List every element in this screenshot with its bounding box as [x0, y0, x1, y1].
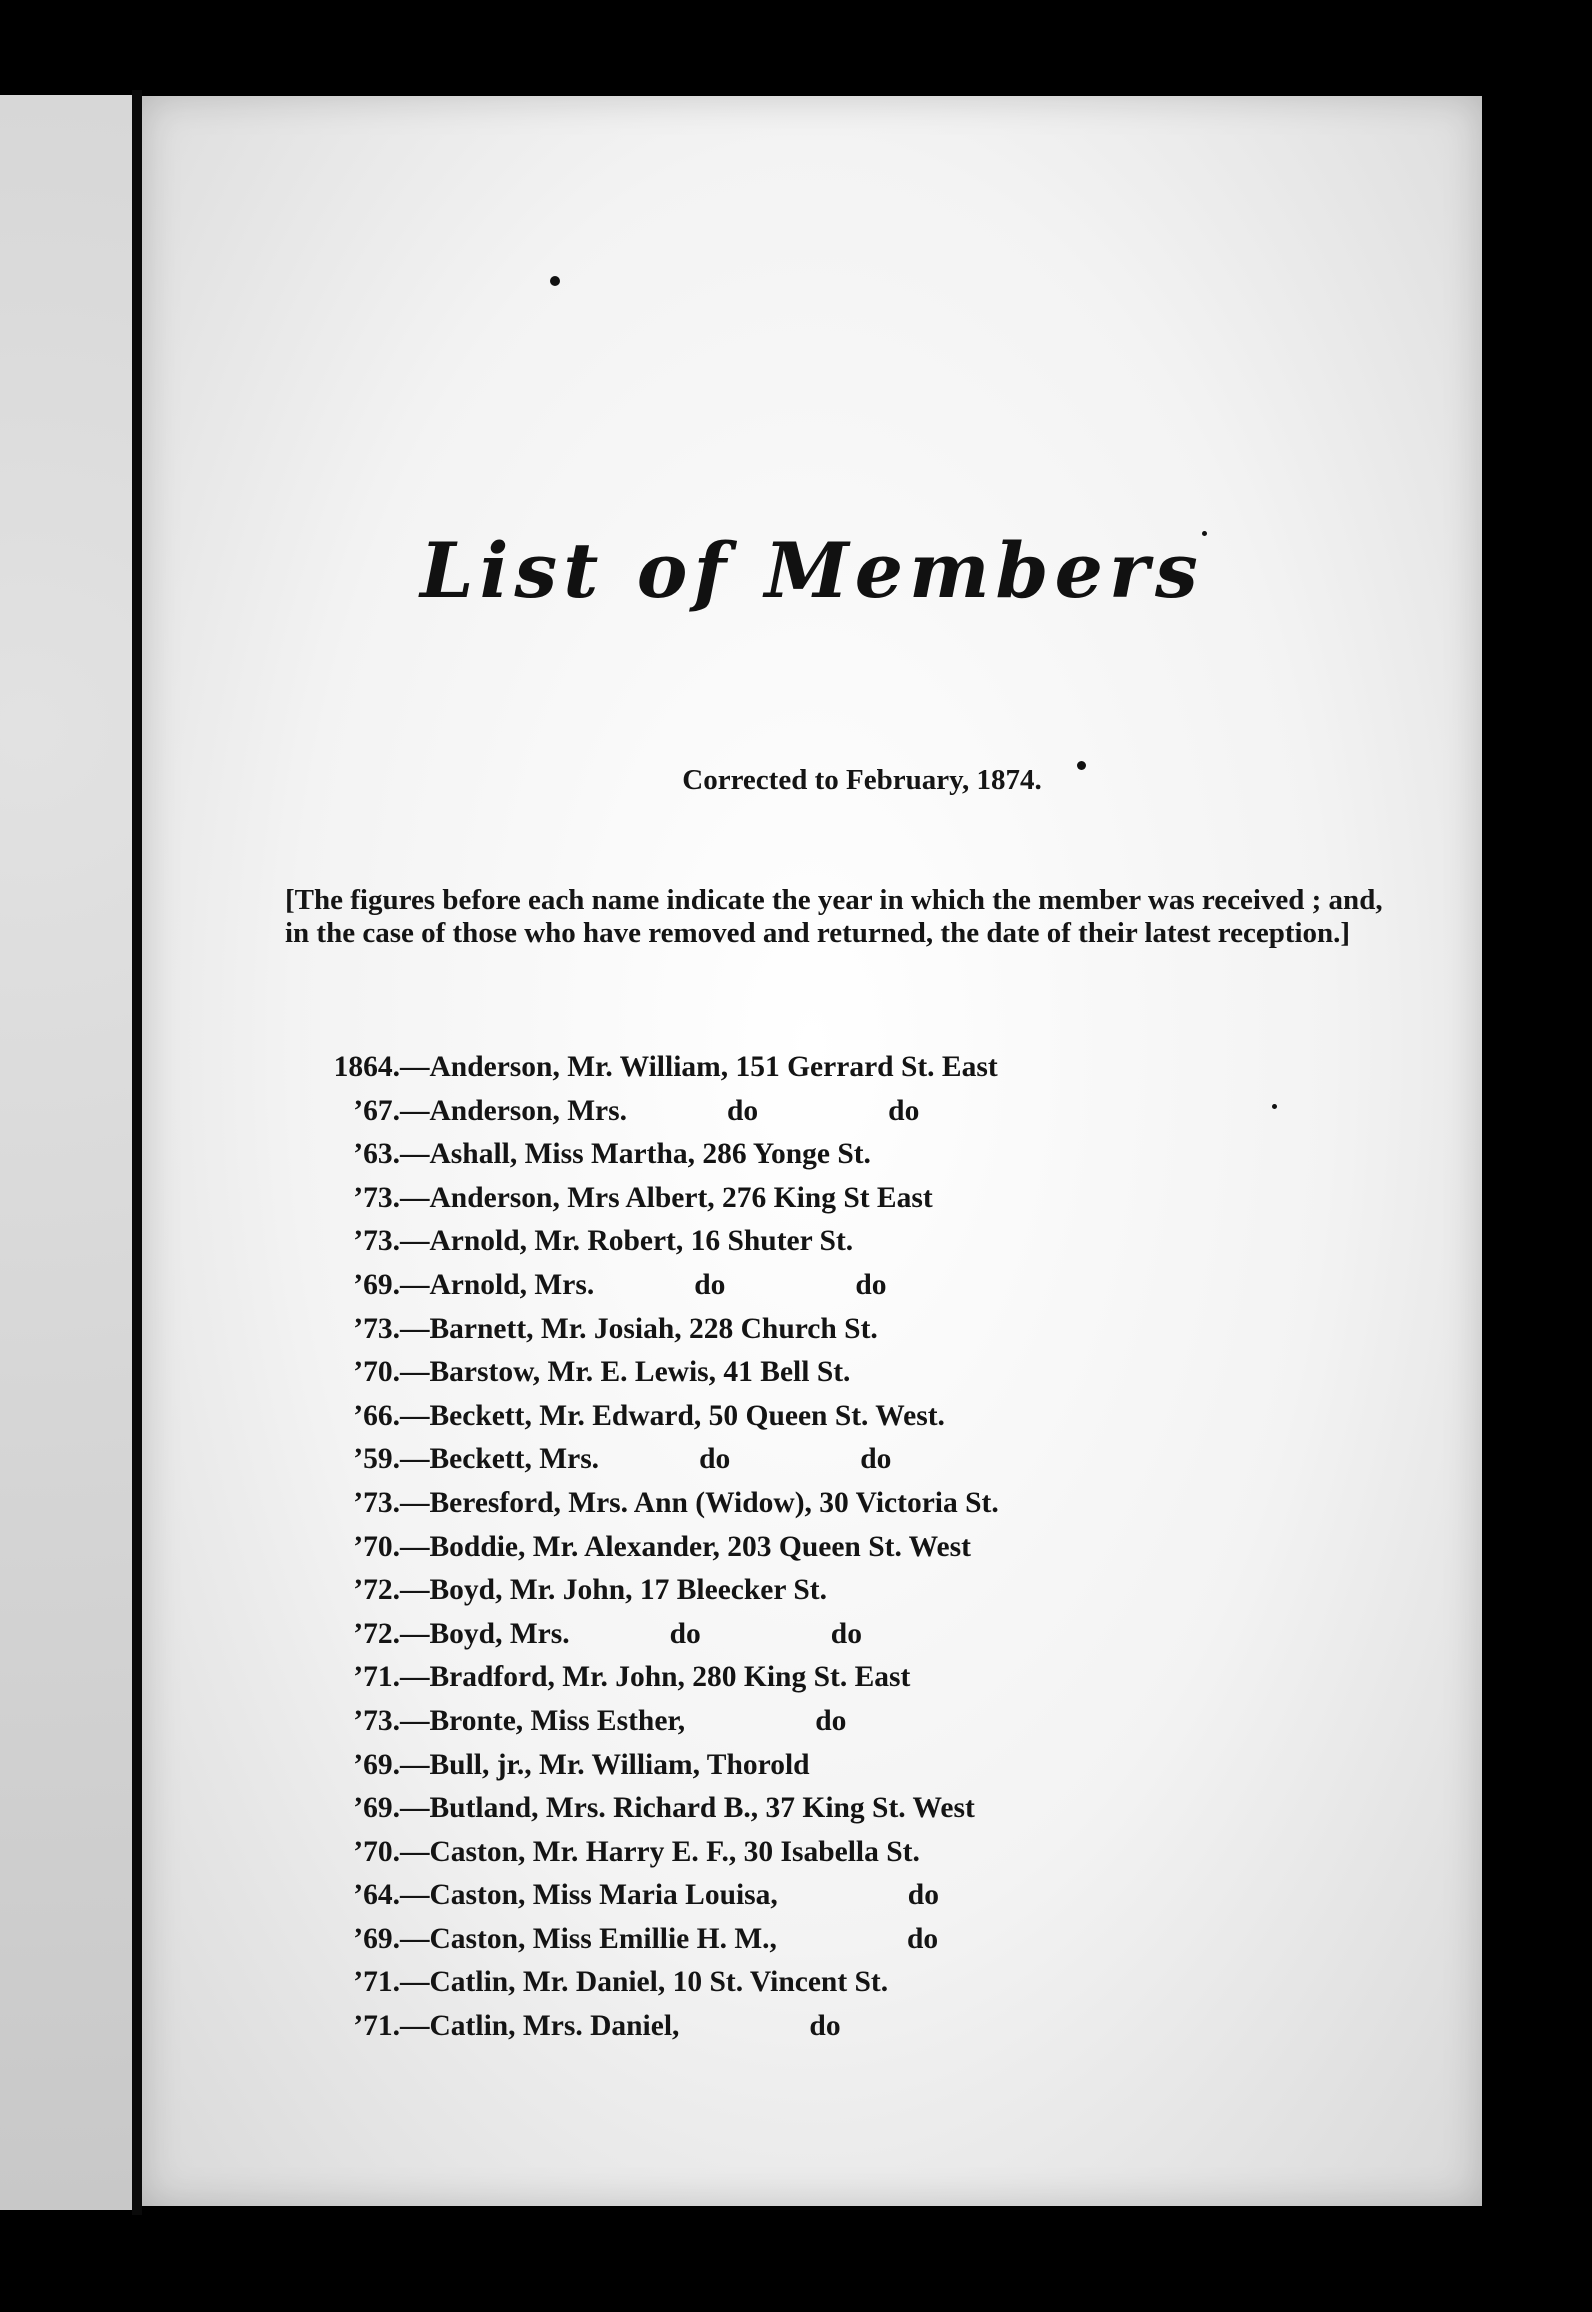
member-year: ’70. — [353, 1530, 400, 1563]
speck — [550, 276, 560, 286]
member-year: ’71. — [353, 1966, 400, 1999]
member-entry — [280, 1351, 1380, 1395]
member-entry — [280, 1526, 1380, 1570]
ditto-mark: do — [809, 2010, 841, 2043]
member-entry — [280, 1177, 1380, 1221]
member-entry — [280, 1918, 1380, 1962]
member-name-address: —Boddie, Mr. Alexander, 203 Queen St. West — [400, 1530, 971, 1563]
member-year: ’69. — [353, 1748, 400, 1781]
member-year: ’59. — [353, 1443, 400, 1476]
member-name-address: —Boyd, Mrs. — [400, 1617, 570, 1650]
member-year: ’69. — [353, 1792, 400, 1825]
member-name-address: —Arnold, Mrs. — [400, 1268, 595, 1301]
member-name-address: —Barnett, Mr. Josiah, 228 Church St. — [400, 1312, 878, 1345]
ditto-mark: do — [815, 1704, 847, 1737]
member-entry — [280, 1613, 1380, 1657]
member-year: 1864. — [333, 1051, 400, 1083]
member-name-address: —Arnold, Mr. Robert, 16 Shuter St. — [400, 1225, 854, 1258]
member-year: ’73. — [353, 1486, 400, 1519]
ditto-mark: do — [907, 1879, 939, 1912]
member-name-address: —Bradford, Mr. John, 280 King St. East — [400, 1661, 911, 1694]
ditto-mark: do — [830, 1617, 862, 1650]
member-name-address: —Caston, Miss Emillie H. M., — [400, 1922, 777, 1955]
document-page — [142, 96, 1482, 2206]
ditto-mark: do — [699, 1443, 731, 1476]
ditto-mark: do — [860, 1443, 892, 1476]
member-name-address: —Bronte, Miss Esther, — [400, 1704, 686, 1737]
member-year: ’69. — [353, 1268, 400, 1301]
member-year: ’70. — [353, 1835, 400, 1868]
member-year: ’71. — [353, 1661, 400, 1694]
member-name-address: —Anderson, Mr. William, 151 Gerrard St. East — [400, 1051, 998, 1083]
member-name-address: —Anderson, Mrs Albert, 276 King St East — [400, 1181, 933, 1214]
member-name-address: —Beresford, Mrs. Ann (Widow), 30 Victoria St. — [400, 1486, 999, 1519]
page-title: List of Members — [420, 526, 1204, 615]
member-name-address: —Caston, Mr. Harry E. F., 30 Isabella St. — [400, 1835, 920, 1868]
ditto-mark: do — [888, 1094, 920, 1127]
member-year: ’67. — [353, 1094, 400, 1127]
page-gutter — [132, 90, 142, 2215]
member-year: ’64. — [353, 1879, 400, 1912]
ditto-mark: do — [726, 1094, 759, 1127]
member-entry — [280, 1264, 1380, 1308]
member-list — [280, 1046, 1380, 2049]
member-entry — [280, 1220, 1380, 1264]
member-name-address: —Anderson, Mrs. — [400, 1094, 627, 1127]
member-entry — [280, 1308, 1380, 1352]
member-entry — [280, 1569, 1380, 1613]
member-name-address: —Butland, Mrs. Richard B., 37 King St. West — [400, 1792, 975, 1825]
ditto-mark: do — [669, 1617, 701, 1650]
member-entry — [280, 2005, 1380, 2049]
member-year: ’73. — [353, 1704, 400, 1737]
member-entry — [280, 1438, 1380, 1482]
member-name-address: —Boyd, Mr. John, 17 Bleecker St. — [400, 1574, 827, 1607]
ditto-mark: do — [855, 1268, 887, 1301]
member-name-address: —Catlin, Mr. Daniel, 10 St. Vincent St. — [400, 1966, 889, 1999]
member-entry — [280, 1700, 1380, 1744]
member-name-address: —Bull, jr., Mr. William, Thorold — [400, 1748, 810, 1781]
member-entry — [280, 1961, 1380, 2005]
left-page-edge — [0, 95, 138, 2210]
member-entry — [280, 1046, 1380, 1090]
member-entry — [280, 1744, 1380, 1788]
member-year: ’69. — [353, 1922, 400, 1955]
member-year: ’72. — [353, 1617, 400, 1650]
member-entry — [280, 1482, 1380, 1526]
member-year: ’72. — [353, 1574, 400, 1607]
member-entry — [280, 1395, 1380, 1439]
ditto-mark: do — [906, 1922, 939, 1955]
member-name-address: —Beckett, Mr. Edward, 50 Queen St. West. — [400, 1399, 945, 1432]
member-year: ’66. — [353, 1399, 400, 1432]
member-entry — [280, 1090, 1380, 1134]
member-year: ’71. — [353, 2010, 400, 2043]
member-year: ’73. — [353, 1225, 400, 1258]
member-entry — [280, 1874, 1380, 1918]
member-name-address: —Ashall, Miss Martha, 286 Yonge St. — [400, 1138, 871, 1171]
member-year: ’63. — [353, 1138, 400, 1171]
member-year: ’73. — [353, 1181, 400, 1214]
member-year: ’70. — [353, 1356, 400, 1389]
member-entry — [280, 1133, 1380, 1177]
member-entry — [280, 1656, 1380, 1700]
ditto-mark: do — [694, 1268, 726, 1301]
member-name-address: —Barstow, Mr. E. Lewis, 41 Bell St. — [400, 1356, 851, 1389]
member-name-address: —Beckett, Mrs. — [400, 1443, 600, 1476]
member-year: ’73. — [353, 1312, 400, 1345]
member-name-address: —Caston, Miss Maria Louisa, — [400, 1879, 778, 1912]
explanatory-note: [The figures before each name indicate the year in which the member was received ; and, in the case of those who have removed and returned, the date of their latest reception.] — [285, 884, 1383, 949]
page-subtitle: Corrected to February, 1874. — [682, 764, 1042, 796]
member-entry — [280, 1787, 1380, 1831]
member-name-address: —Catlin, Mrs. Daniel, — [400, 2010, 680, 2043]
member-entry — [280, 1831, 1380, 1875]
